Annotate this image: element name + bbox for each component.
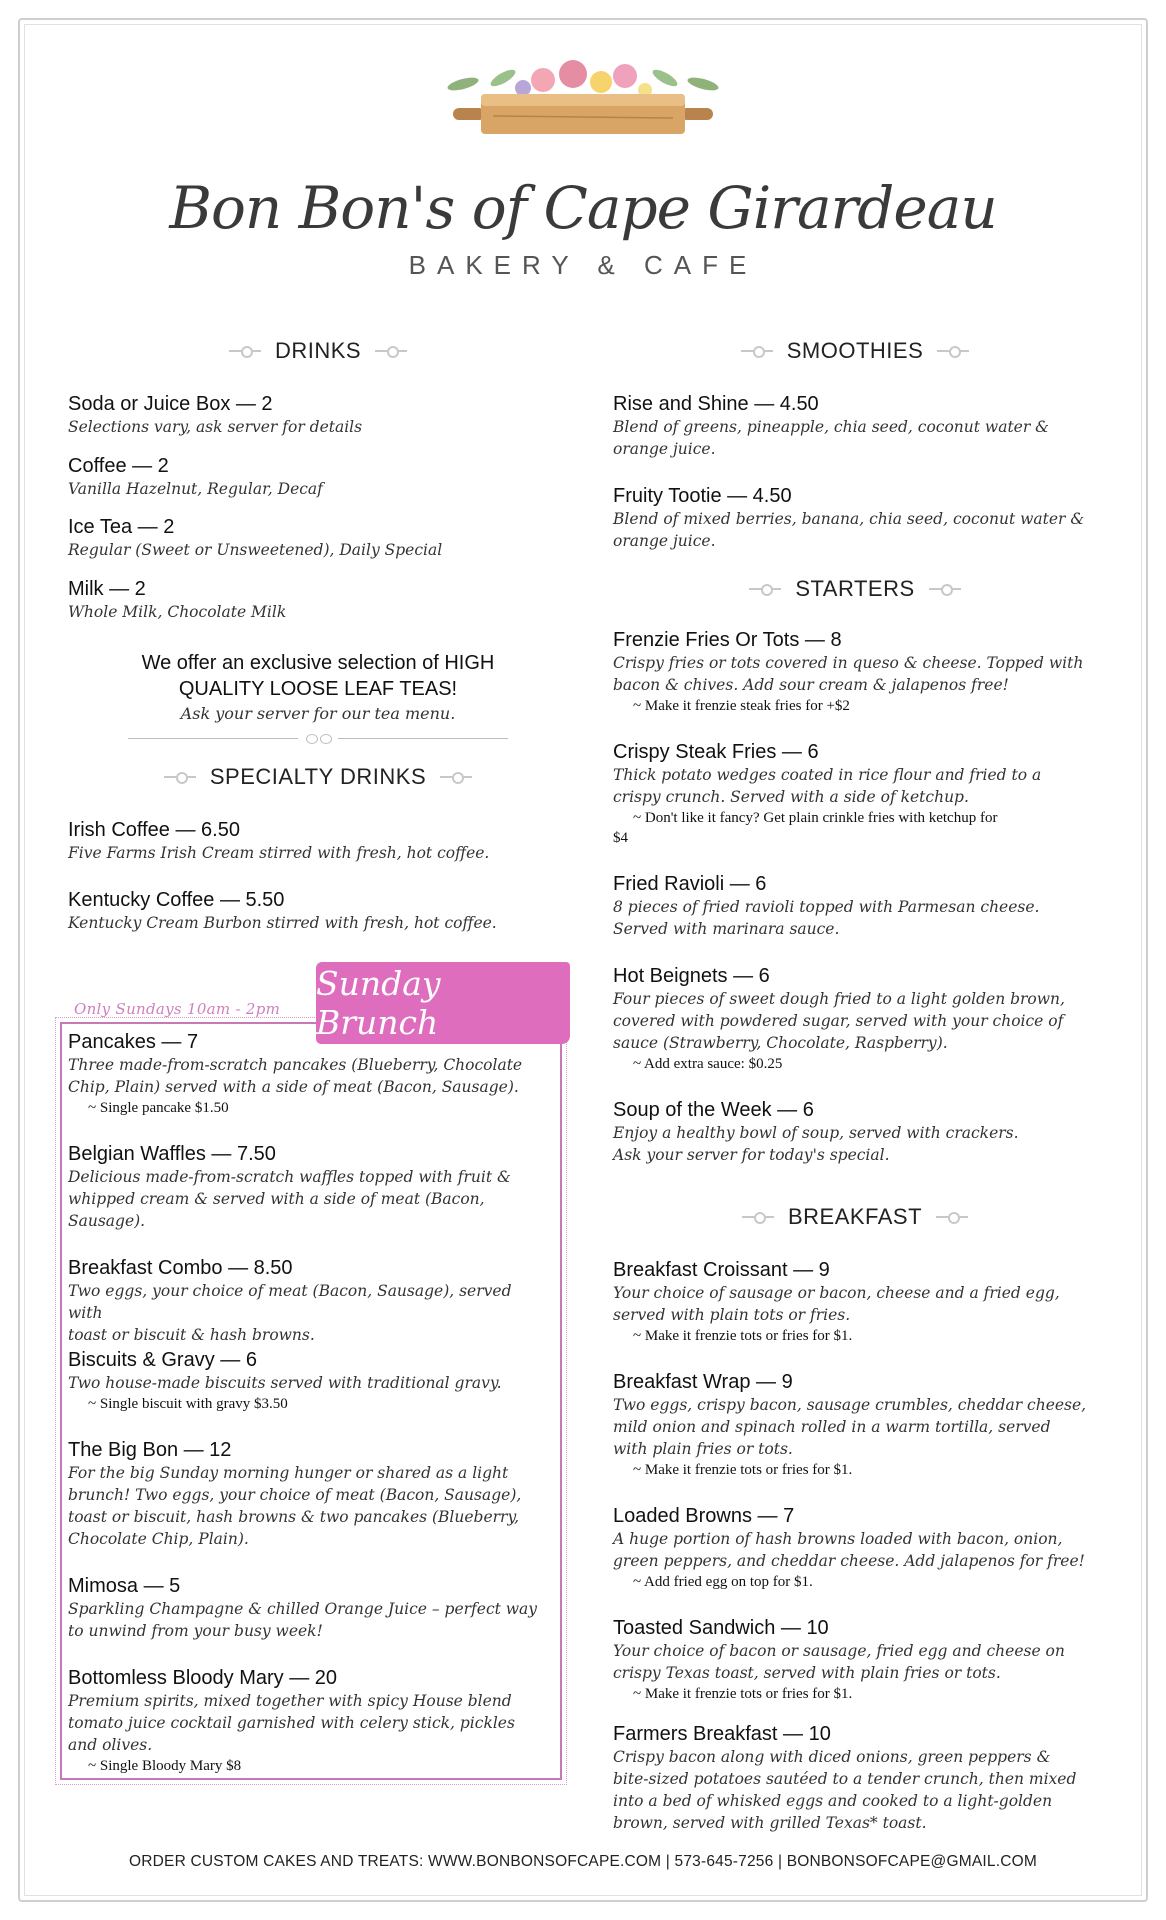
item-desc: Two eggs, your choice of meat (Bacon, Sausage), served with bbox=[68, 1282, 512, 1322]
item-title: Breakfast Croissant — 9 bbox=[613, 1259, 830, 1281]
item-title: Rise and Shine — 4.50 bbox=[613, 393, 819, 415]
item-title: Kentucky Coffee — 5.50 bbox=[68, 889, 285, 911]
logo-subtitle: BAKERY & CAFE bbox=[408, 250, 758, 280]
item-desc: Sparkling Champagne & chilled Orange Juice – perfect way bbox=[68, 1600, 538, 1618]
item-desc: Whole Milk, Chocolate Milk bbox=[68, 603, 287, 621]
item-desc: orange juice. bbox=[613, 532, 716, 550]
tea-callout bbox=[68, 650, 568, 745]
item-title: Fried Ravioli — 6 bbox=[613, 873, 767, 895]
ornament-icon bbox=[742, 1212, 774, 1222]
item-desc: Chocolate Chip, Plain). bbox=[68, 1530, 249, 1548]
ornament-icon bbox=[929, 584, 961, 594]
menu-item bbox=[613, 1370, 1113, 1480]
menu-item bbox=[68, 888, 568, 934]
item-title: Milk — 2 bbox=[68, 578, 146, 600]
menu-item bbox=[68, 1348, 548, 1414]
item-desc: with plain fries or tots. bbox=[613, 1440, 793, 1458]
item-note: ~ Make it frenzie tots or fries for $1. bbox=[633, 1462, 853, 1478]
item-title: Crispy Steak Fries — 6 bbox=[613, 741, 819, 763]
item-desc: Your choice of bacon or sausage, fried egg and cheese on bbox=[613, 1642, 1065, 1660]
item-title: Toasted Sandwich — 10 bbox=[613, 1617, 829, 1639]
item-desc: bite-sized potatoes sautéed to a tender crunch, then mixed bbox=[613, 1770, 1077, 1788]
menu-item bbox=[613, 964, 1113, 1074]
flourish-icon bbox=[298, 733, 338, 745]
menu-item bbox=[68, 515, 568, 561]
tea-line-1: We offer an exclusive selection of HIGH bbox=[141, 652, 495, 674]
item-desc: toast or biscuit, hash browns & two pancakes (Blueberry, bbox=[68, 1508, 520, 1526]
item-note: ~ Single Bloody Mary $8 bbox=[88, 1758, 242, 1774]
menu-item bbox=[68, 1438, 548, 1550]
item-title: Loaded Browns — 7 bbox=[613, 1505, 795, 1527]
section-title: SMOOTHIES bbox=[786, 338, 924, 363]
item-desc: green peppers, and cheddar cheese. Add jalapenos for free! bbox=[613, 1552, 1085, 1570]
item-desc: brown, served with grilled Texas* toast. bbox=[613, 1814, 927, 1832]
item-desc: Served with marinara sauce. bbox=[613, 920, 840, 938]
logo bbox=[0, 60, 1166, 281]
item-desc: Two eggs, crispy bacon, sausage crumbles, cheddar cheese, bbox=[613, 1396, 1087, 1414]
item-desc: 8 pieces of fried ravioli topped with Parmesan cheese. bbox=[613, 898, 1040, 916]
item-desc: Crispy bacon along with diced onions, green peppers & bbox=[613, 1748, 1051, 1766]
item-title: Coffee — 2 bbox=[68, 455, 169, 477]
section-title: STARTERS bbox=[795, 576, 915, 601]
brunch-tag-label: Sunday Brunch bbox=[316, 964, 441, 1042]
item-note: ~ Add fried egg on top for $1. bbox=[633, 1574, 813, 1590]
menu-item bbox=[68, 1142, 548, 1232]
item-note: ~ Single biscuit with gravy $3.50 bbox=[88, 1396, 288, 1412]
item-title: Breakfast Wrap — 9 bbox=[613, 1371, 793, 1393]
item-title: Hot Beignets — 6 bbox=[613, 965, 770, 987]
item-desc: Regular (Sweet or Unsweetened), Daily Special bbox=[68, 541, 443, 559]
item-title: Soup of the Week — 6 bbox=[613, 1099, 814, 1121]
ornament-icon bbox=[749, 584, 781, 594]
item-desc: to unwind from your busy week! bbox=[68, 1622, 323, 1640]
item-title: Belgian Waffles — 7.50 bbox=[68, 1143, 276, 1165]
item-title: Biscuits & Gravy — 6 bbox=[68, 1349, 257, 1371]
item-desc: Delicious made-from-scratch waffles topped with fruit & bbox=[68, 1168, 511, 1186]
item-desc: A huge portion of hash browns loaded with bacon, onion, bbox=[613, 1530, 1063, 1548]
item-desc: served with plain tots or fries. bbox=[613, 1306, 851, 1324]
item-title: Breakfast Combo — 8.50 bbox=[68, 1257, 293, 1279]
item-title: Frenzie Fries Or Tots — 8 bbox=[613, 629, 842, 651]
item-desc: toast or biscuit & hash browns. bbox=[68, 1326, 315, 1344]
item-note: ~ Don't like it fancy? Get plain crinkle fries with ketchup for bbox=[633, 810, 998, 826]
item-desc: orange juice. bbox=[613, 440, 716, 458]
item-desc: crispy crunch. Served with a side of ketchup. bbox=[613, 788, 969, 806]
menu-item bbox=[613, 484, 1113, 552]
logo-script: Bon Bon's of Cape Girardeau bbox=[169, 174, 997, 242]
section-smoothies bbox=[605, 338, 1105, 364]
ornament-icon bbox=[375, 346, 407, 356]
ornament-icon bbox=[937, 346, 969, 356]
menu-item bbox=[613, 740, 1113, 848]
menu-item bbox=[613, 1722, 1113, 1834]
item-title: Fruity Tootie — 4.50 bbox=[613, 485, 792, 507]
section-title: BREAKFAST bbox=[787, 1204, 923, 1229]
item-desc: bacon & chives. Add sour cream & jalapenos free! bbox=[613, 676, 1009, 694]
menu-item bbox=[613, 392, 1113, 460]
item-desc: Premium spirits, mixed together with spicy House blend bbox=[68, 1692, 512, 1710]
item-desc: Sausage). bbox=[68, 1212, 146, 1230]
ornament-icon bbox=[936, 1212, 968, 1222]
item-desc: Two house-made biscuits served with traditional gravy. bbox=[68, 1374, 502, 1392]
item-desc: Ask your server for today's special. bbox=[613, 1146, 890, 1164]
item-desc: Your choice of sausage or bacon, cheese and a fried egg, bbox=[613, 1284, 1060, 1302]
section-specialty-drinks bbox=[68, 764, 568, 790]
menu-item bbox=[68, 577, 568, 623]
divider bbox=[128, 733, 508, 745]
section-starters bbox=[605, 576, 1105, 602]
item-desc: Enjoy a healthy bowl of soup, served with crackers. bbox=[613, 1124, 1019, 1142]
item-title: Farmers Breakfast — 10 bbox=[613, 1723, 831, 1745]
item-desc: Blend of mixed berries, banana, chia seed, coconut water & bbox=[613, 510, 1085, 528]
menu-item bbox=[613, 1504, 1113, 1592]
item-desc: whipped cream & served with a side of meat (Bacon, bbox=[68, 1190, 485, 1208]
item-desc: Selections vary, ask server for details bbox=[68, 418, 363, 436]
item-desc: Vanilla Hazelnut, Regular, Decaf bbox=[68, 480, 323, 498]
item-note: ~ Make it frenzie steak fries for +$2 bbox=[633, 698, 850, 714]
item-title: Mimosa — 5 bbox=[68, 1575, 181, 1597]
item-desc: Four pieces of sweet dough fried to a light golden brown, bbox=[613, 990, 1065, 1008]
menu-item bbox=[68, 1030, 548, 1118]
menu-item bbox=[68, 1574, 548, 1642]
item-desc: Five Farms Irish Cream stirred with fresh, hot coffee. bbox=[68, 844, 490, 862]
ornament-icon bbox=[440, 772, 472, 782]
item-note: $4 bbox=[613, 830, 628, 846]
menu-item bbox=[68, 392, 568, 438]
item-title: Soda or Juice Box — 2 bbox=[68, 393, 273, 415]
brunch-hours: Only Sundays 10am - 2pm bbox=[74, 1000, 281, 1018]
item-desc: Blend of greens, pineapple, chia seed, coconut water & bbox=[613, 418, 1049, 436]
item-desc: sauce (Strawberry, Chocolate, Raspberry). bbox=[613, 1034, 948, 1052]
item-desc: For the big Sunday morning hunger or shared as a light bbox=[68, 1464, 509, 1482]
item-desc: into a bed of whisked eggs and cooked to a light-golden bbox=[613, 1792, 1053, 1810]
section-drinks bbox=[68, 338, 568, 364]
item-desc: Chip, Plain) served with a side of meat (Bacon, Sausage). bbox=[68, 1078, 519, 1096]
tea-line-2: QUALITY LOOSE LEAF TEAS! bbox=[178, 678, 458, 700]
item-desc: Kentucky Cream Burbon stirred with fresh, hot coffee. bbox=[68, 914, 497, 932]
item-desc: Crispy fries or tots covered in queso & cheese. Topped with bbox=[613, 654, 1084, 672]
item-title: Pancakes — 7 bbox=[68, 1031, 199, 1053]
menu-item bbox=[68, 1256, 548, 1346]
item-desc: covered with powdered sugar, served with your choice of bbox=[613, 1012, 1064, 1030]
menu-item bbox=[68, 818, 568, 864]
item-desc: mild onion and spinach rolled in a warm tortilla, served bbox=[613, 1418, 1051, 1436]
item-desc: Thick potato wedges coated in rice flour and fried to a bbox=[613, 766, 1042, 784]
ornament-icon bbox=[164, 772, 196, 782]
item-title: Ice Tea — 2 bbox=[68, 516, 175, 538]
item-desc: tomato juice cocktail garnished with celery stick, pickles bbox=[68, 1714, 515, 1732]
ornament-icon bbox=[741, 346, 773, 356]
item-note: ~ Add extra sauce: $0.25 bbox=[633, 1056, 783, 1072]
footer-contact: ORDER CUSTOM CAKES AND TREATS: WWW.BONBONSOFCAPE.COM | 573-645-7256 | BONBONSOFCAPE@GMAIL.COM bbox=[129, 1853, 1037, 1870]
item-note: ~ Make it frenzie tots or fries for $1. bbox=[633, 1686, 853, 1702]
menu-item bbox=[613, 1616, 1113, 1704]
menu-item bbox=[68, 1666, 548, 1776]
ornament-icon bbox=[229, 346, 261, 356]
item-note: ~ Make it frenzie tots or fries for $1. bbox=[633, 1328, 853, 1344]
section-breakfast bbox=[605, 1204, 1105, 1230]
item-desc: crispy Texas toast, served with plain fries or tots. bbox=[613, 1664, 1001, 1682]
menu-item bbox=[68, 454, 568, 500]
section-title: SPECIALTY DRINKS bbox=[209, 764, 427, 789]
item-note: ~ Single pancake $1.50 bbox=[88, 1100, 229, 1116]
section-title: DRINKS bbox=[274, 338, 362, 363]
item-desc: Three made-from-scratch pancakes (Blueberry, Chocolate bbox=[68, 1056, 523, 1074]
menu-item bbox=[613, 628, 1113, 716]
item-title: The Big Bon — 12 bbox=[68, 1439, 232, 1461]
tea-subtitle: Ask your server for our tea menu. bbox=[180, 704, 456, 723]
item-title: Bottomless Bloody Mary — 20 bbox=[68, 1667, 337, 1689]
menu-item bbox=[613, 1258, 1113, 1346]
item-title: Irish Coffee — 6.50 bbox=[68, 819, 240, 841]
item-desc: brunch! Two eggs, your choice of meat (Bacon, Sausage), bbox=[68, 1486, 522, 1504]
menu-item bbox=[613, 872, 1113, 940]
rolling-pin-flowers-icon bbox=[433, 60, 733, 156]
item-desc: and olives. bbox=[68, 1736, 153, 1754]
menu-item bbox=[613, 1098, 1113, 1166]
